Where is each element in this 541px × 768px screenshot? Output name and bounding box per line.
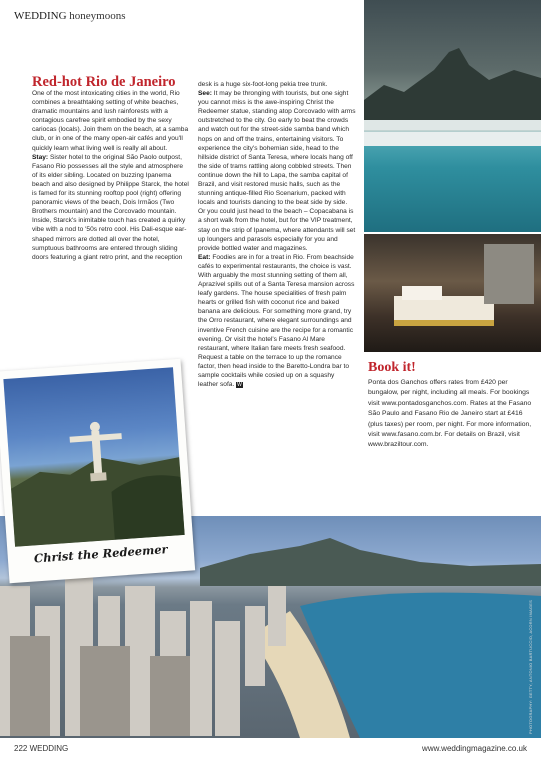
end-mark: W (237, 382, 242, 389)
book-it-title: Book it! (368, 360, 416, 375)
stay-label: Stay: (32, 153, 49, 161)
article-column-1 (32, 89, 190, 262)
article-column-2 (198, 80, 356, 390)
see-text: It may be thronging with tourists, but one sight you cannot miss is the awe-inspiring Christ the Redeemer statue, standing atop Corcovado with arms outstretched to the city. Go early to beat the crowds and watch out for the street-side samba band which hops on and off the trains, entertaining visitors. To experience the city's bohemian side, head to the hillside district of Santa Teresa, where locals hang off the side of trams rattling along cobbled streets. Then continue down the hill to Lapa, the samba capital of Brazil, and visit restored music halls, such as the stunning antique-filled Rio Scenarium, packed with locals and tourists dancing to the beat side by side. Or you could just head to the beach – Copacabana is a short walk from the hotel, but for the VIP treatment, stay on the strip of Ipanema, where attendants will set up loungers and parasols especially for you and provide bottled water and magazines. (198, 90, 356, 252)
section-label: WEDDING (14, 10, 67, 22)
eat-text: Foodies are in for a treat in Rio. From beachside cafés to experimental restaurants, the choice is vast. With arguably the most stunning setting of them all, Aprazível spills out of a Santa Teresa mansion across leafy gardens. The house specialities of fresh palm hearts or grilled fish with coconut rice and baked banana are delicious. For something more grand, try the Orro restaurant, where elegant surroundings and inventive French cuisine are the recipe for a romantic evening. Or visit the hotel's Fasano Al Mare restaurant, where Italian fare meets fresh seafood. Request a table on the terrace to up the romance factor, then head inside to the Baretto-Londra bar to sample cocktails while cosied up on a squashy leather sofa. (198, 253, 355, 389)
christ-redeemer-polaroid (0, 359, 195, 583)
mountain-silhouette (364, 40, 541, 130)
article-title: Red-hot Rio de Janeiro (32, 74, 176, 90)
photo-caption: Christ the Redeemer (33, 542, 169, 566)
column-2-lead: desk is a huge six-foot-long pekia tree trunk. (198, 81, 328, 88)
page-footer-left (14, 744, 68, 753)
magazine-url[interactable]: www.weddingmagazine.co.uk (422, 744, 527, 753)
magazine-name: WEDDING (29, 744, 69, 753)
bed-throw (394, 320, 494, 326)
pillows (402, 286, 442, 300)
rooftop-pool-photo (364, 0, 541, 232)
eat-label: Eat: (198, 253, 211, 261)
article-intro: One of the most intoxicating cities in the world, Rio combines a breathtaking setting of white beaches, dramatic mountains and lush rainforests with a contagious carefree spirit embodied by the sexy cariocas (locals). Join them on the beach, at a samba club, or in one of the many open-air cafés and you'll quickly learn what living well is really all about. (32, 90, 189, 152)
stay-text: Sister hotel to the original São Paolo outpost, Fasano Rio possesses all the style and atmosphere of its elder sibling. Located on buzzing Ipanema beach and also designed by Philippe Starck, the hotel is famed for its stunning rooftop pool (right) offering panoramic views of the beach, Dois Irmãos (Two Brothers mountain) and the Corcovado mountain. Inside, Starck's inimitable touch has created a quirky vibe with a nod to '50s retro cool. His Dali-esque ear-shaped mirrors are dotted all over the hotel, sumptuous bathrooms are entered through sliding doors featuring a giant retro print, and the reception (32, 153, 189, 261)
see-label: See: (198, 90, 212, 98)
subsection-label: honeymoons (69, 10, 126, 22)
page-number: 222 (14, 744, 28, 753)
window (484, 244, 534, 304)
christ-redeemer-photo (3, 367, 184, 546)
page-header (14, 10, 126, 22)
statue-illustration (3, 367, 184, 546)
hotel-room-photo (364, 234, 541, 352)
pool-loungers (364, 132, 541, 146)
book-it-text: Ponta dos Ganchos offers rates from £420 per bungalow, per night, including all meals. For bookings visit www.pontadosganchos.com. Rates at the Fasano São Paulo and Fasano Rio de Janeiro start at £416 (plus taxes) per room, per night. For more information, visit www.fasano.com.br. For details on Brazil, visit www.braziltour.com. (368, 379, 532, 449)
photo-credit: PHOTOGRAPHY: GETTY, ANTONIO BARTUCCIO, ACORN IMAGES (528, 600, 533, 734)
